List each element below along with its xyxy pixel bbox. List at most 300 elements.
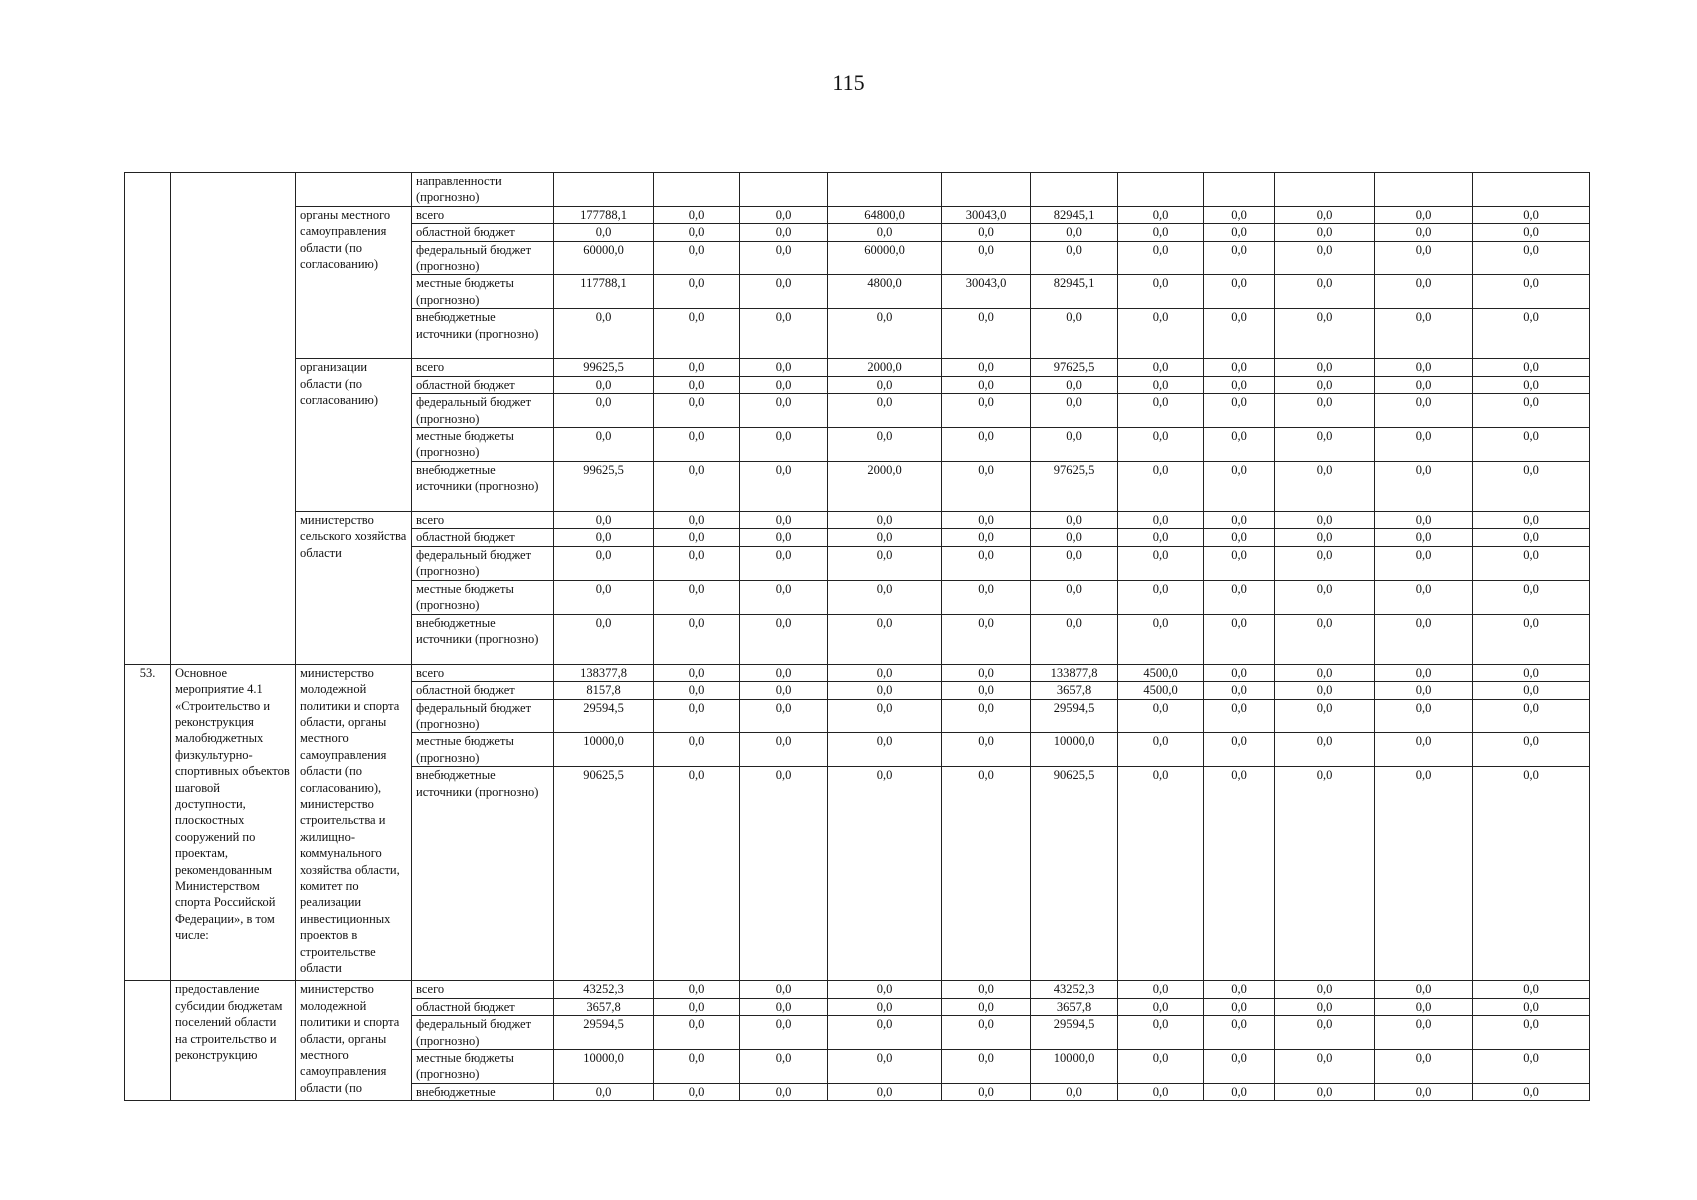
amount-cell — [1473, 173, 1590, 207]
amount-cell: 0,0 — [1031, 376, 1118, 393]
amount-cell: 0,0 — [942, 981, 1031, 998]
amount-cell: 0,0 — [1204, 614, 1275, 664]
amount-cell: 64800,0 — [828, 206, 942, 223]
amount-cell: 43252,3 — [1031, 981, 1118, 998]
amount-cell: 0,0 — [1375, 241, 1473, 275]
amount-cell: 0,0 — [1275, 512, 1375, 529]
funding-source-cell: местные бюджеты (прогнозно) — [412, 1049, 554, 1083]
amount-cell: 0,0 — [942, 998, 1031, 1015]
amount-cell: 0,0 — [554, 546, 654, 580]
amount-cell: 0,0 — [1118, 546, 1204, 580]
amount-cell: 0,0 — [654, 461, 740, 511]
amount-cell: 0,0 — [1375, 981, 1473, 998]
amount-cell: 0,0 — [740, 224, 828, 241]
executor-cell: министерство сельского хозяйства области — [296, 512, 412, 665]
amount-cell: 0,0 — [828, 981, 942, 998]
amount-cell: 0,0 — [942, 529, 1031, 546]
amount-cell: 0,0 — [1031, 580, 1118, 614]
funding-source-cell: федеральный бюджет (прогнозно) — [412, 241, 554, 275]
amount-cell: 0,0 — [828, 614, 942, 664]
amount-cell: 117788,1 — [554, 275, 654, 309]
amount-cell: 0,0 — [1473, 614, 1590, 664]
funding-source-cell: всего — [412, 206, 554, 223]
amount-cell: 0,0 — [1275, 733, 1375, 767]
amount-cell: 0,0 — [740, 682, 828, 699]
amount-cell: 0,0 — [1031, 512, 1118, 529]
amount-cell: 0,0 — [1473, 309, 1590, 359]
amount-cell: 0,0 — [1275, 376, 1375, 393]
amount-cell: 0,0 — [1375, 206, 1473, 223]
amount-cell: 0,0 — [828, 1049, 942, 1083]
amount-cell: 0,0 — [1204, 981, 1275, 998]
executor-cell: министерство молодежной политики и спорта области, органы местного самоуправления области (по согласованию), министерство строительства и жилищно-коммунального хозяйства области, комитет по реализации инвестиционных проектов в строительстве области — [296, 664, 412, 981]
funding-source-cell: всего — [412, 981, 554, 998]
amount-cell: 0,0 — [554, 224, 654, 241]
amount-cell: 0,0 — [1118, 206, 1204, 223]
amount-cell: 0,0 — [1375, 512, 1473, 529]
amount-cell: 0,0 — [1118, 428, 1204, 462]
amount-cell: 29594,5 — [554, 699, 654, 733]
amount-cell: 0,0 — [740, 275, 828, 309]
amount-cell: 0,0 — [1375, 664, 1473, 681]
amount-cell: 0,0 — [828, 699, 942, 733]
amount-cell: 0,0 — [828, 376, 942, 393]
amount-cell: 0,0 — [1275, 309, 1375, 359]
amount-cell: 0,0 — [1473, 682, 1590, 699]
amount-cell: 82945,1 — [1031, 206, 1118, 223]
amount-cell: 0,0 — [1375, 733, 1473, 767]
amount-cell: 0,0 — [1031, 529, 1118, 546]
amount-cell: 0,0 — [942, 394, 1031, 428]
amount-cell: 0,0 — [554, 428, 654, 462]
amount-cell: 0,0 — [740, 546, 828, 580]
amount-cell: 0,0 — [654, 529, 740, 546]
amount-cell: 0,0 — [740, 1083, 828, 1100]
amount-cell: 0,0 — [1375, 1016, 1473, 1050]
table-row — [125, 981, 1590, 998]
amount-cell: 0,0 — [1275, 275, 1375, 309]
amount-cell: 0,0 — [1204, 394, 1275, 428]
amount-cell: 0,0 — [1031, 241, 1118, 275]
amount-cell: 0,0 — [1118, 359, 1204, 376]
funding-source-cell: внебюджетные источники (прогнозно) — [412, 614, 554, 664]
amount-cell: 0,0 — [1473, 376, 1590, 393]
amount-cell: 0,0 — [1031, 428, 1118, 462]
amount-cell: 0,0 — [1118, 241, 1204, 275]
amount-cell: 0,0 — [1473, 275, 1590, 309]
funding-source-cell: местные бюджеты (прогнозно) — [412, 733, 554, 767]
amount-cell: 0,0 — [828, 529, 942, 546]
amount-cell: 0,0 — [1473, 733, 1590, 767]
table-row — [125, 359, 1590, 376]
amount-cell: 138377,8 — [554, 664, 654, 681]
amount-cell: 0,0 — [942, 1083, 1031, 1100]
amount-cell: 0,0 — [654, 1049, 740, 1083]
amount-cell: 0,0 — [1204, 529, 1275, 546]
amount-cell: 0,0 — [1473, 241, 1590, 275]
amount-cell: 0,0 — [828, 546, 942, 580]
amount-cell: 30043,0 — [942, 206, 1031, 223]
amount-cell: 0,0 — [1118, 1083, 1204, 1100]
amount-cell: 0,0 — [942, 512, 1031, 529]
amount-cell: 0,0 — [942, 767, 1031, 981]
amount-cell: 0,0 — [1118, 614, 1204, 664]
funding-source-cell: местные бюджеты (прогнозно) — [412, 428, 554, 462]
amount-cell: 0,0 — [740, 699, 828, 733]
executor-cell: организации области (по согласованию) — [296, 359, 412, 512]
measure-name-cell: предоставление субсидии бюджетам поселений области на строительство и реконструкцию — [171, 981, 296, 1101]
amount-cell: 0,0 — [828, 580, 942, 614]
funding-source-cell: областной бюджет — [412, 224, 554, 241]
amount-cell: 0,0 — [740, 376, 828, 393]
amount-cell: 133877,8 — [1031, 664, 1118, 681]
amount-cell: 0,0 — [1204, 359, 1275, 376]
amount-cell: 0,0 — [1204, 664, 1275, 681]
amount-cell: 0,0 — [1204, 206, 1275, 223]
amount-cell: 177788,1 — [554, 206, 654, 223]
amount-cell: 0,0 — [828, 1083, 942, 1100]
funding-source-cell: направленности (прогнозно) — [412, 173, 554, 207]
amount-cell: 0,0 — [1473, 359, 1590, 376]
amount-cell: 0,0 — [1275, 767, 1375, 981]
amount-cell: 0,0 — [654, 1083, 740, 1100]
amount-cell: 0,0 — [1375, 580, 1473, 614]
amount-cell: 0,0 — [942, 428, 1031, 462]
amount-cell: 0,0 — [1204, 224, 1275, 241]
amount-cell — [1275, 173, 1375, 207]
amount-cell: 0,0 — [654, 394, 740, 428]
amount-cell: 0,0 — [1375, 359, 1473, 376]
amount-cell: 0,0 — [1473, 998, 1590, 1015]
amount-cell: 0,0 — [828, 428, 942, 462]
amount-cell: 0,0 — [554, 376, 654, 393]
amount-cell — [1375, 173, 1473, 207]
amount-cell: 0,0 — [740, 767, 828, 981]
amount-cell: 4500,0 — [1118, 664, 1204, 681]
amount-cell: 0,0 — [1473, 1016, 1590, 1050]
amount-cell: 0,0 — [1275, 428, 1375, 462]
amount-cell — [1118, 173, 1204, 207]
amount-cell: 0,0 — [740, 614, 828, 664]
amount-cell: 30043,0 — [942, 275, 1031, 309]
amount-cell: 0,0 — [654, 682, 740, 699]
amount-cell: 0,0 — [654, 767, 740, 981]
amount-cell: 0,0 — [554, 512, 654, 529]
amount-cell: 0,0 — [1473, 224, 1590, 241]
amount-cell: 0,0 — [1275, 1049, 1375, 1083]
amount-cell: 0,0 — [1275, 224, 1375, 241]
executor-cell — [296, 173, 412, 207]
amount-cell: 97625,5 — [1031, 461, 1118, 511]
amount-cell: 0,0 — [1473, 664, 1590, 681]
amount-cell: 0,0 — [942, 1049, 1031, 1083]
amount-cell: 99625,5 — [554, 461, 654, 511]
amount-cell: 0,0 — [1473, 461, 1590, 511]
amount-cell: 0,0 — [1473, 512, 1590, 529]
amount-cell: 0,0 — [942, 682, 1031, 699]
amount-cell: 0,0 — [942, 461, 1031, 511]
amount-cell: 0,0 — [554, 614, 654, 664]
amount-cell: 0,0 — [1204, 733, 1275, 767]
amount-cell: 0,0 — [654, 224, 740, 241]
amount-cell: 0,0 — [1275, 699, 1375, 733]
amount-cell: 2000,0 — [828, 359, 942, 376]
funding-source-cell: внебюджетные источники (прогнозно) — [412, 461, 554, 511]
table-row — [125, 206, 1590, 223]
amount-cell: 0,0 — [1118, 224, 1204, 241]
amount-cell: 0,0 — [1118, 376, 1204, 393]
amount-cell: 3657,8 — [1031, 682, 1118, 699]
amount-cell: 90625,5 — [554, 767, 654, 981]
funding-source-cell: всего — [412, 664, 554, 681]
amount-cell: 0,0 — [1375, 529, 1473, 546]
amount-cell: 10000,0 — [554, 733, 654, 767]
amount-cell: 0,0 — [654, 309, 740, 359]
funding-source-cell: федеральный бюджет (прогнозно) — [412, 699, 554, 733]
amount-cell: 0,0 — [740, 241, 828, 275]
funding-source-cell: федеральный бюджет (прогнозно) — [412, 546, 554, 580]
amount-cell: 0,0 — [1031, 614, 1118, 664]
row-number-cell — [125, 981, 171, 1101]
amount-cell: 0,0 — [1473, 428, 1590, 462]
amount-cell: 0,0 — [1275, 241, 1375, 275]
amount-cell: 0,0 — [1473, 580, 1590, 614]
amount-cell: 10000,0 — [554, 1049, 654, 1083]
amount-cell — [942, 173, 1031, 207]
amount-cell: 0,0 — [740, 580, 828, 614]
amount-cell: 0,0 — [1031, 309, 1118, 359]
amount-cell: 0,0 — [1204, 376, 1275, 393]
amount-cell: 60000,0 — [554, 241, 654, 275]
amount-cell: 0,0 — [1473, 1049, 1590, 1083]
amount-cell: 0,0 — [942, 224, 1031, 241]
amount-cell — [740, 173, 828, 207]
amount-cell: 0,0 — [1204, 699, 1275, 733]
amount-cell: 0,0 — [654, 428, 740, 462]
amount-cell: 0,0 — [1375, 1049, 1473, 1083]
table-row — [125, 664, 1590, 681]
amount-cell: 0,0 — [740, 733, 828, 767]
budget-table — [124, 172, 1590, 1101]
amount-cell: 0,0 — [1275, 394, 1375, 428]
amount-cell: 0,0 — [1275, 682, 1375, 699]
amount-cell: 0,0 — [654, 512, 740, 529]
amount-cell: 0,0 — [1473, 767, 1590, 981]
amount-cell: 97625,5 — [1031, 359, 1118, 376]
amount-cell: 0,0 — [740, 309, 828, 359]
amount-cell: 0,0 — [1204, 1083, 1275, 1100]
amount-cell: 0,0 — [1118, 512, 1204, 529]
amount-cell: 0,0 — [654, 546, 740, 580]
amount-cell: 0,0 — [942, 664, 1031, 681]
amount-cell: 4800,0 — [828, 275, 942, 309]
amount-cell: 0,0 — [1375, 998, 1473, 1015]
amount-cell: 0,0 — [740, 461, 828, 511]
amount-cell: 10000,0 — [1031, 1049, 1118, 1083]
amount-cell: 0,0 — [828, 1016, 942, 1050]
amount-cell: 8157,8 — [554, 682, 654, 699]
amount-cell — [1204, 173, 1275, 207]
amount-cell: 0,0 — [740, 512, 828, 529]
funding-source-cell: областной бюджет — [412, 682, 554, 699]
amount-cell: 0,0 — [1275, 461, 1375, 511]
amount-cell: 0,0 — [942, 699, 1031, 733]
amount-cell: 0,0 — [654, 206, 740, 223]
amount-cell: 0,0 — [1118, 580, 1204, 614]
amount-cell: 0,0 — [1275, 359, 1375, 376]
amount-cell: 0,0 — [740, 394, 828, 428]
amount-cell: 0,0 — [654, 359, 740, 376]
amount-cell: 0,0 — [654, 580, 740, 614]
amount-cell: 0,0 — [554, 580, 654, 614]
amount-cell: 0,0 — [1118, 275, 1204, 309]
amount-cell: 0,0 — [1473, 546, 1590, 580]
amount-cell: 0,0 — [654, 614, 740, 664]
amount-cell: 82945,1 — [1031, 275, 1118, 309]
amount-cell: 0,0 — [554, 309, 654, 359]
amount-cell: 0,0 — [942, 614, 1031, 664]
amount-cell: 0,0 — [654, 981, 740, 998]
row-number-cell: 53. — [125, 664, 171, 981]
amount-cell: 2000,0 — [828, 461, 942, 511]
amount-cell: 0,0 — [1275, 614, 1375, 664]
amount-cell: 0,0 — [1375, 461, 1473, 511]
amount-cell: 0,0 — [1275, 546, 1375, 580]
amount-cell: 0,0 — [1118, 461, 1204, 511]
amount-cell: 0,0 — [1275, 1016, 1375, 1050]
amount-cell: 0,0 — [1204, 241, 1275, 275]
amount-cell: 0,0 — [1118, 394, 1204, 428]
amount-cell: 0,0 — [942, 1016, 1031, 1050]
amount-cell: 0,0 — [828, 682, 942, 699]
amount-cell: 0,0 — [1204, 546, 1275, 580]
amount-cell: 0,0 — [740, 529, 828, 546]
funding-source-cell: внебюджетные — [412, 1083, 554, 1100]
amount-cell: 0,0 — [740, 1049, 828, 1083]
amount-cell: 0,0 — [828, 767, 942, 981]
amount-cell: 0,0 — [828, 309, 942, 359]
amount-cell: 0,0 — [1375, 767, 1473, 981]
amount-cell: 0,0 — [1375, 275, 1473, 309]
amount-cell: 99625,5 — [554, 359, 654, 376]
amount-cell: 0,0 — [1375, 309, 1473, 359]
amount-cell: 0,0 — [1473, 699, 1590, 733]
amount-cell: 0,0 — [1375, 546, 1473, 580]
amount-cell: 0,0 — [942, 580, 1031, 614]
amount-cell: 0,0 — [654, 376, 740, 393]
funding-source-cell: внебюджетные источники (прогнозно) — [412, 767, 554, 981]
amount-cell: 90625,5 — [1031, 767, 1118, 981]
row-number-cell — [125, 173, 171, 665]
amount-cell: 0,0 — [1204, 767, 1275, 981]
amount-cell: 0,0 — [1118, 767, 1204, 981]
amount-cell: 3657,8 — [554, 998, 654, 1015]
measure-name-cell: Основное мероприятие 4.1 «Строительство и реконструкция малобюджетных физкультурно-спортивных объектов шаговой доступности, плоскостных сооружений по проектам, рекомендованным Министерством спорта Российской Федерации», в том числе: — [171, 664, 296, 981]
funding-source-cell: местные бюджеты (прогнозно) — [412, 275, 554, 309]
amount-cell: 0,0 — [942, 546, 1031, 580]
funding-source-cell: местные бюджеты (прогнозно) — [412, 580, 554, 614]
amount-cell: 0,0 — [554, 529, 654, 546]
amount-cell — [554, 173, 654, 207]
amount-cell: 0,0 — [654, 664, 740, 681]
amount-cell: 0,0 — [1204, 1049, 1275, 1083]
amount-cell: 0,0 — [1204, 309, 1275, 359]
amount-cell: 0,0 — [1275, 580, 1375, 614]
amount-cell: 0,0 — [828, 664, 942, 681]
amount-cell: 0,0 — [1275, 664, 1375, 681]
amount-cell: 0,0 — [1204, 428, 1275, 462]
amount-cell: 0,0 — [1375, 614, 1473, 664]
amount-cell: 0,0 — [1473, 1083, 1590, 1100]
amount-cell: 0,0 — [942, 241, 1031, 275]
amount-cell: 0,0 — [654, 241, 740, 275]
amount-cell: 0,0 — [1118, 699, 1204, 733]
amount-cell: 29594,5 — [1031, 699, 1118, 733]
amount-cell: 0,0 — [1275, 1083, 1375, 1100]
amount-cell: 0,0 — [1473, 394, 1590, 428]
amount-cell: 0,0 — [1031, 394, 1118, 428]
amount-cell: 29594,5 — [554, 1016, 654, 1050]
amount-cell: 0,0 — [1275, 206, 1375, 223]
funding-source-cell: федеральный бюджет (прогнозно) — [412, 394, 554, 428]
amount-cell: 0,0 — [1031, 546, 1118, 580]
amount-cell: 0,0 — [1118, 733, 1204, 767]
amount-cell: 0,0 — [740, 981, 828, 998]
amount-cell: 0,0 — [1204, 512, 1275, 529]
table-row — [125, 512, 1590, 529]
amount-cell: 0,0 — [1204, 275, 1275, 309]
amount-cell: 0,0 — [942, 733, 1031, 767]
amount-cell: 43252,3 — [554, 981, 654, 998]
amount-cell: 0,0 — [740, 428, 828, 462]
amount-cell: 0,0 — [828, 394, 942, 428]
amount-cell: 10000,0 — [1031, 733, 1118, 767]
amount-cell: 0,0 — [828, 998, 942, 1015]
amount-cell: 0,0 — [828, 512, 942, 529]
budget-table-body — [125, 173, 1590, 1101]
amount-cell: 0,0 — [1204, 1016, 1275, 1050]
funding-source-cell: областной бюджет — [412, 529, 554, 546]
amount-cell: 0,0 — [654, 1016, 740, 1050]
amount-cell: 0,0 — [942, 359, 1031, 376]
amount-cell: 0,0 — [1473, 529, 1590, 546]
amount-cell: 0,0 — [1031, 224, 1118, 241]
table-row — [125, 173, 1590, 207]
amount-cell: 0,0 — [1375, 428, 1473, 462]
amount-cell: 60000,0 — [828, 241, 942, 275]
amount-cell: 3657,8 — [1031, 998, 1118, 1015]
funding-source-cell: федеральный бюджет (прогнозно) — [412, 1016, 554, 1050]
amount-cell: 0,0 — [1118, 1016, 1204, 1050]
amount-cell: 0,0 — [740, 998, 828, 1015]
page-number: 115 — [832, 70, 865, 95]
amount-cell — [654, 173, 740, 207]
amount-cell: 0,0 — [1031, 1083, 1118, 1100]
amount-cell: 0,0 — [828, 733, 942, 767]
amount-cell: 0,0 — [1473, 206, 1590, 223]
amount-cell: 0,0 — [1375, 682, 1473, 699]
amount-cell: 0,0 — [1204, 580, 1275, 614]
amount-cell: 0,0 — [1375, 376, 1473, 393]
amount-cell: 0,0 — [740, 1016, 828, 1050]
amount-cell: 0,0 — [1375, 1083, 1473, 1100]
funding-source-cell: областной бюджет — [412, 998, 554, 1015]
amount-cell: 0,0 — [942, 376, 1031, 393]
amount-cell: 0,0 — [554, 1083, 654, 1100]
amount-cell: 0,0 — [1204, 998, 1275, 1015]
funding-source-cell: областной бюджет — [412, 376, 554, 393]
amount-cell: 0,0 — [1118, 981, 1204, 998]
